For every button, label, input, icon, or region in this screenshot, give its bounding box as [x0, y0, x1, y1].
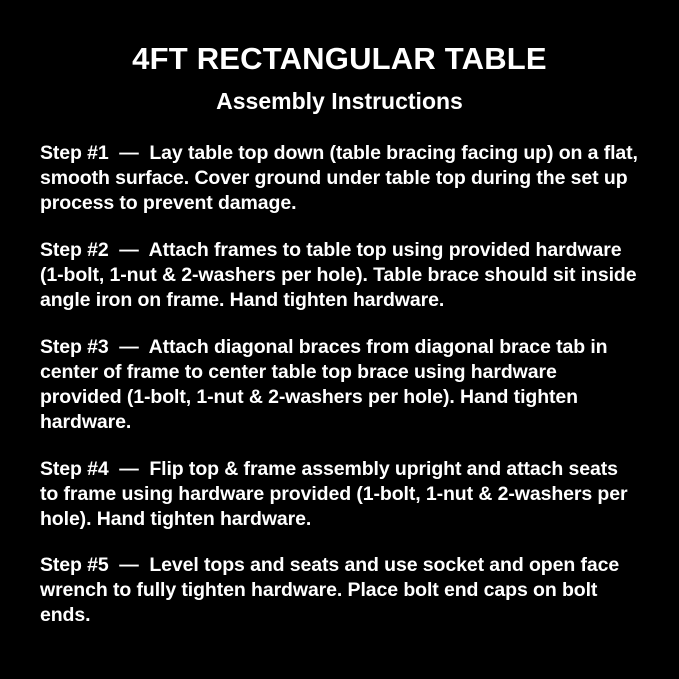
step-label: Step #2 — [40, 238, 109, 261]
step-item — [40, 141, 639, 216]
step-label: Step #4 — [40, 457, 109, 480]
step-item — [40, 553, 639, 628]
step-text: Lay table top down (table bracing facing up) on a flat, smooth surface. Cover ground under table top during the set up process to prevent damage. — [40, 142, 638, 214]
step-label: Step #3 — [40, 335, 109, 358]
step-label: Step #5 — [40, 554, 109, 577]
steps-list — [40, 141, 639, 628]
step-text: Level tops and seats and use socket and open face wrench to fully tighten hardware. Place bolt end caps on bolt ends. — [40, 554, 620, 627]
step-dash: — — [108, 554, 150, 577]
step-dash: — — [108, 335, 149, 358]
step-item — [40, 335, 639, 435]
step-dash: — — [108, 457, 150, 480]
step-dash: — — [108, 142, 150, 165]
step-item — [40, 238, 639, 313]
page-subtitle: Assembly Instructions — [216, 88, 463, 115]
step-label: Step #1 — [40, 142, 109, 165]
step-text: Flip top & frame assembly upright and attach seats to frame using hardware provided (1-bolt, 1-nut & 2-washers per hole). Hand tighten hardware. — [40, 457, 628, 530]
step-text: Attach diagonal braces from diagonal brace tab in center of frame to center table top brace using hardware provided (1-bolt, 1-nut & 2-washers per hole). Hand tighten hardware. — [40, 335, 608, 433]
page-title: 4FT RECTANGULAR TABLE — [132, 41, 547, 76]
step-dash: — — [108, 238, 149, 261]
step-item — [40, 457, 639, 532]
step-text: Attach frames to table top using provided hardware (1-bolt, 1-nut & 2-washers per hole). Table brace should sit inside angle iron on frame. Hand tighten hardware. — [40, 238, 637, 311]
